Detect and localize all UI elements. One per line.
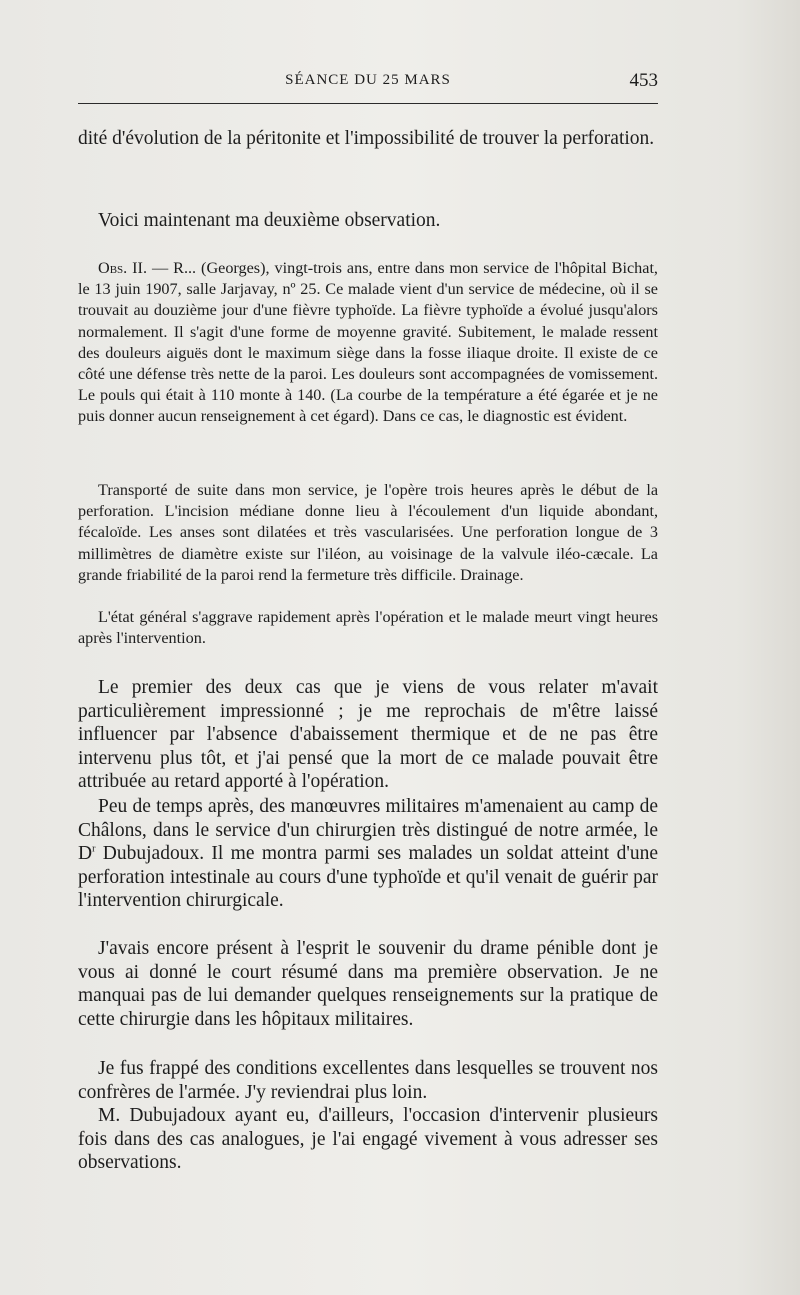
paragraph-first-case: Le premier des deux cas que je viens de vous relater m'avait particulièrement impressionné ; je me reprochais de m'être laissé influencer par l'absence d'abaissement thermique et de ne pas être intervenu plus tôt, et j'ai pensé que la mort de ce malade pouvait être attribuée au retard apporté à l'opération. xyxy=(78,677,658,793)
page-header xyxy=(78,72,658,96)
doctor-superscript: r xyxy=(92,843,96,855)
surgery-paragraph: Transporté de suite dans mon service, je l'opère trois heures après le début de la perforation. L'incision médiane donne lieu à l'écoulement d'un liquide abondant, fécaloïde. Les anses sont dilatées et très vascularisées. Une perforation longue de 3 millimètres de diamètre existe sur l'iléon, au voisinage de la valvule iléo-cæcale. La grande friabilité de la paroi rend la fermeture très difficile. Drainage. xyxy=(78,481,658,584)
header-rule xyxy=(78,103,658,104)
continuation-paragraph: dité d'évolution de la péritonite et l'impossibilité de trouver la perforation. xyxy=(78,128,655,149)
paragraph-memory: J'avais encore présent à l'esprit le souvenir du drame pénible dont je vous ai donné le court résumé dans ma première observation. Je ne manquai pas de lui demander quelques renseignements sur la pratique de cette chirurgie dans les hôpitaux militaires. xyxy=(78,938,658,1030)
camp-text-after: Dubujadoux. Il me montra parmi ses malades un soldat atteint d'une perforation intestinale au cours d'une typhoïde et qu'il venait de guérir par l'intervention chirurgicale. xyxy=(78,843,658,912)
camp-text-before: Peu de temps après, des manœuvres militaires m'amenaient au camp de Châlons, dans le service d'un chirurgien très distingué de notre armée, le D xyxy=(78,796,658,865)
paragraph-conditions: Je fus frappé des conditions excellentes dans lesquelles se trouvent nos confrères de l'armée. J'y reviendrai plus loin. xyxy=(78,1058,658,1103)
outcome-paragraph: L'état général s'aggrave rapidement après l'opération et le malade meurt vingt heures après l'intervention. xyxy=(78,608,658,648)
observation-paragraph xyxy=(78,258,658,428)
intro-paragraph: Voici maintenant ma deuxième observation. xyxy=(98,210,441,231)
running-head: SÉANCE DU 25 MARS xyxy=(285,72,451,88)
paragraph-camp-chalons xyxy=(78,795,658,913)
observation-text: — R... (Georges), vingt-trois ans, entre dans mon service de l'hôpital Bichat, le 13 juin 1907, salle Jarjavay, nº 25. Ce malade vient d'un service de médecine, où il se trouvait au douzième jour d'une fièvre typhoïde. La fièvre typhoïde a évolué jusqu'alors normalement. Il s'agit d'une forme de moyenne gravité. Subitement, le malade ressent des douleurs aiguës dont le maximum siège dans la fosse iliaque droite. Il existe de ce côté une défense très nette de la paroi. Les douleurs sont accompagnées de vomissement. Le pouls qui était à 110 monte à 140. (La courbe de la température a été égarée et je ne puis donner aucun renseignement à cet égard). Dans ce cas, le diagnostic est évident. xyxy=(78,259,658,426)
page-number: 453 xyxy=(629,70,658,91)
observation-label: Obs. II. xyxy=(98,259,147,277)
paragraph-dubujadoux: M. Dubujadoux ayant eu, d'ailleurs, l'occasion d'intervenir plusieurs fois dans des cas analogues, je l'ai engagé vivement à vous adresser ses observations. xyxy=(78,1105,658,1174)
